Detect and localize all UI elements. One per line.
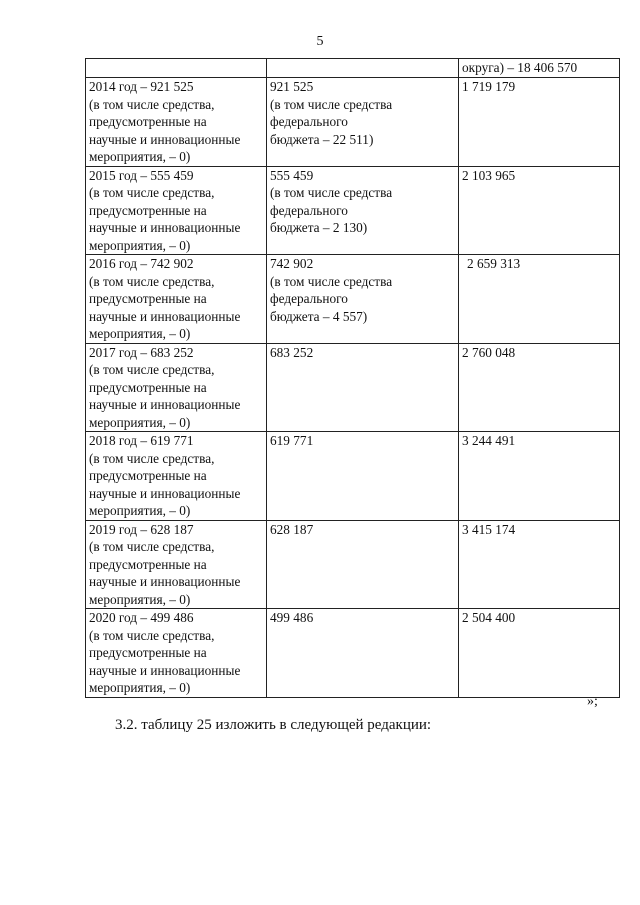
total-cell: 2 103 965 xyxy=(459,166,620,255)
total-cell: 2 659 313 xyxy=(459,255,620,344)
table-row xyxy=(86,432,620,521)
federal-cell: 742 902 (в том числе средства федерального бюджета – 4 557) xyxy=(267,255,459,344)
total-cell: 2 760 048 xyxy=(459,343,620,432)
budget-table xyxy=(85,58,620,698)
table-row xyxy=(86,255,620,344)
table-row xyxy=(86,520,620,609)
federal-cell: 628 187 xyxy=(267,520,459,609)
table-row xyxy=(86,78,620,167)
table-cell xyxy=(267,59,459,78)
table-cell xyxy=(86,59,267,78)
table-continuation-row xyxy=(86,59,620,78)
year-cell: 2019 год – 628 187 (в том числе средства, предусмотренные на научные и инновационные мероприятия, – 0) xyxy=(86,520,267,609)
table-cell: округа) – 18 406 570 xyxy=(459,59,620,78)
federal-cell: 921 525 (в том числе средства федерального бюджета – 22 511) xyxy=(267,78,459,167)
closing-quote-mark: »; xyxy=(587,694,598,709)
year-cell: 2017 год – 683 252 (в том числе средства, предусмотренные на научные и инновационные мероприятия, – 0) xyxy=(86,343,267,432)
year-cell: 2018 год – 619 771 (в том числе средства, предусмотренные на научные и инновационные мероприятия, – 0) xyxy=(86,432,267,521)
total-cell: 1 719 179 xyxy=(459,78,620,167)
total-cell: 3 415 174 xyxy=(459,520,620,609)
total-cell: 3 244 491 xyxy=(459,432,620,521)
paragraph-text: 3.2. таблицу 25 изложить в следующей редакции: xyxy=(115,717,432,733)
table-row xyxy=(86,609,620,698)
total-cell: 2 504 400 xyxy=(459,609,620,698)
federal-cell: 683 252 xyxy=(267,343,459,432)
year-cell: 2020 год – 499 486 (в том числе средства, предусмотренные на научные и инновационные мероприятия, – 0) xyxy=(86,609,267,698)
table-row xyxy=(86,166,620,255)
year-cell: 2014 год – 921 525 (в том числе средства, предусмотренные на научные и инновационные мероприятия, – 0) xyxy=(86,78,267,167)
table-row xyxy=(86,343,620,432)
year-cell: 2016 год – 742 902 (в том числе средства, предусмотренные на научные и инновационные мероприятия, – 0) xyxy=(86,255,267,344)
federal-cell: 619 771 xyxy=(267,432,459,521)
page-number: 5 xyxy=(316,34,324,49)
year-cell: 2015 год – 555 459 (в том числе средства, предусмотренные на научные и инновационные мероприятия, – 0) xyxy=(86,166,267,255)
federal-cell: 499 486 xyxy=(267,609,459,698)
federal-cell: 555 459 (в том числе средства федерального бюджета – 2 130) xyxy=(267,166,459,255)
